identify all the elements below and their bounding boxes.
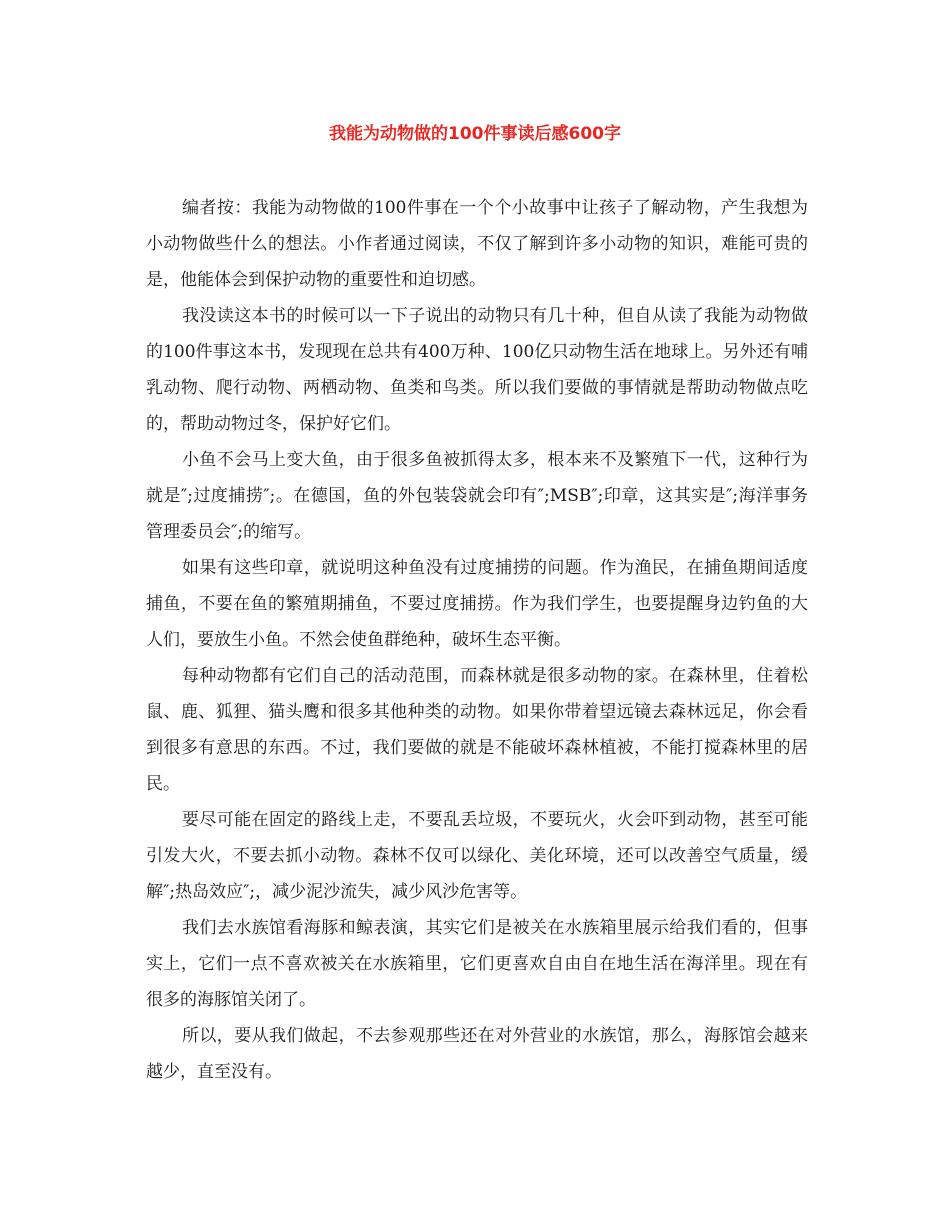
paragraph-conclusion: 所以，要从我们做起，不去参观那些还在对外营业的水族馆，那么，海豚馆会越来越少，直至没有。	[146, 1026, 808, 1082]
paragraph: 每种动物都有它们自己的活动范围，而森林就是很多动物的家。在森林里，住着松鼠、鹿、狐狸、猫头鹰和很多其他种类的动物。如果你带着望远镜去森林远足，你会看到很多有意思的东西。不过，我们要做的就是不能破坏森林植被，不能打搅森林里的居民。	[146, 666, 808, 794]
document-body	[146, 190, 808, 1090]
paragraph: 如果有这些印章，就说明这种鱼没有过度捕捞的问题。作为渔民，在捕鱼期间适度捕鱼，不要在鱼的繁殖期捕鱼，不要过度捕捞。作为我们学生，也要提醒身边钓鱼的大人们，要放生小鱼。不然会使鱼群绝种，破坏生态平衡。	[146, 558, 808, 650]
document-title: 我能为动物做的100件事读后感600字	[329, 124, 621, 144]
paragraph: 我们去水族馆看海豚和鲸表演，其实它们是被关在水族箱里展示给我们看的，但事实上，它们一点不喜欢被关在水族箱里，它们更喜欢自由自在地生活在海洋里。现在有很多的海豚馆关闭了。	[146, 918, 808, 1010]
paragraph: 要尽可能在固定的路线上走，不要乱丢垃圾，不要玩火，火会吓到动物，甚至可能引发大火，不要去抓小动物。森林不仅可以绿化、美化环境，还可以改善空气质量，缓解″;热岛效应″;，减少泥沙流失，减少风沙危害等。	[146, 810, 808, 902]
paragraph: 我没读这本书的时候可以一下子说出的动物只有几十种，但自从读了我能为动物做的100件事这本书，发现现在总共有400万种、100亿只动物生活在地球上。另外还有哺乳动物、爬行动物、两栖动物、鱼类和鸟类。所以我们要做的事情就是帮助动物做点吃的，帮助动物过冬，保护好它们。	[146, 306, 808, 434]
paragraph: 小鱼不会马上变大鱼，由于很多鱼被抓得太多，根本来不及繁殖下一代，这种行为就是″;过度捕捞″;。在德国，鱼的外包装袋就会印有″;MSB″;印章，这其实是″;海洋事务管理委员会″;的缩写。	[146, 450, 808, 542]
paragraph-editor-note: 编者按：我能为动物做的100件事在一个个小故事中让孩子了解动物，产生我想为小动物做些什么的想法。小作者通过阅读，不仅了解到许多小动物的知识，难能可贵的是，他能体会到保护动物的重要性和迫切感。	[146, 198, 808, 290]
